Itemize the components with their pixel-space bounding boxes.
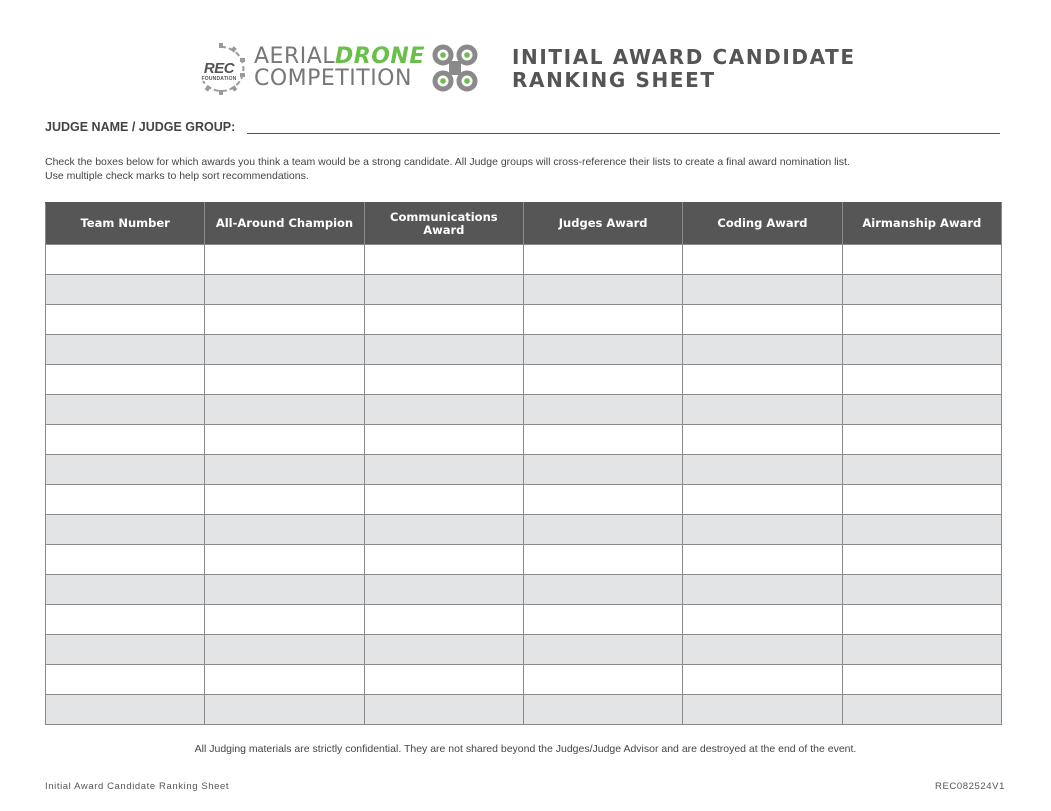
award-checkbox-cell[interactable] <box>364 515 523 545</box>
table-row <box>46 515 1002 545</box>
ranking-table <box>45 202 1002 725</box>
award-checkbox-cell[interactable] <box>205 485 364 515</box>
award-checkbox-cell[interactable] <box>842 515 1001 545</box>
award-checkbox-cell[interactable] <box>683 575 842 605</box>
award-checkbox-cell[interactable] <box>683 365 842 395</box>
award-checkbox-cell[interactable] <box>364 245 523 275</box>
judge-name-field <box>45 120 1000 136</box>
award-checkbox-cell[interactable] <box>364 455 523 485</box>
award-checkbox-cell[interactable] <box>523 485 682 515</box>
award-checkbox-cell[interactable] <box>842 485 1001 515</box>
award-checkbox-cell[interactable] <box>205 305 364 335</box>
award-checkbox-cell[interactable] <box>842 395 1001 425</box>
award-checkbox-cell[interactable] <box>683 665 842 695</box>
column-header-communications-award: Communications Award <box>364 203 523 245</box>
award-checkbox-cell[interactable] <box>683 455 842 485</box>
team-number-cell[interactable] <box>46 335 205 365</box>
award-checkbox-cell[interactable] <box>523 395 682 425</box>
award-checkbox-cell[interactable] <box>683 515 842 545</box>
judge-name-blank-line[interactable] <box>247 133 1000 134</box>
award-checkbox-cell[interactable] <box>205 635 364 665</box>
award-checkbox-cell[interactable] <box>364 545 523 575</box>
award-checkbox-cell[interactable] <box>842 695 1001 725</box>
award-checkbox-cell[interactable] <box>523 665 682 695</box>
confidentiality-note: All Judging materials are strictly confidential. They are not shared beyond the Judges/Judge Advisor and are destroyed at the end of the event. <box>194 743 857 755</box>
award-checkbox-cell[interactable] <box>683 605 842 635</box>
team-number-cell[interactable] <box>46 515 205 545</box>
award-checkbox-cell[interactable] <box>683 485 842 515</box>
team-number-cell[interactable] <box>46 635 205 665</box>
award-checkbox-cell[interactable] <box>205 245 364 275</box>
team-number-cell[interactable] <box>46 455 205 485</box>
award-checkbox-cell[interactable] <box>364 335 523 365</box>
team-number-cell[interactable] <box>46 485 205 515</box>
judge-name-label: JUDGE NAME / JUDGE GROUP: <box>45 120 236 134</box>
award-checkbox-cell[interactable] <box>842 635 1001 665</box>
award-checkbox-cell[interactable] <box>364 635 523 665</box>
award-checkbox-cell[interactable] <box>205 695 364 725</box>
instructions-line-2: Use multiple check marks to help sort recommendations. <box>45 170 309 182</box>
award-checkbox-cell[interactable] <box>523 305 682 335</box>
award-checkbox-cell[interactable] <box>523 425 682 455</box>
award-checkbox-cell[interactable] <box>364 575 523 605</box>
sheet-title-line-1: INITIAL AWARD CANDIDATE <box>512 45 856 69</box>
table-row <box>46 365 1002 395</box>
award-checkbox-cell[interactable] <box>205 275 364 305</box>
award-checkbox-cell[interactable] <box>683 425 842 455</box>
award-checkbox-cell[interactable] <box>364 665 523 695</box>
table-row <box>46 395 1002 425</box>
award-checkbox-cell[interactable] <box>205 455 364 485</box>
team-number-cell[interactable] <box>46 365 205 395</box>
award-checkbox-cell[interactable] <box>683 335 842 365</box>
column-header-judges-award: Judges Award <box>523 203 682 245</box>
team-number-cell[interactable] <box>46 305 205 335</box>
award-checkbox-cell[interactable] <box>523 605 682 635</box>
award-checkbox-cell[interactable] <box>683 545 842 575</box>
award-checkbox-cell[interactable] <box>364 395 523 425</box>
award-checkbox-cell[interactable] <box>205 395 364 425</box>
award-checkbox-cell[interactable] <box>842 275 1001 305</box>
award-checkbox-cell[interactable] <box>842 575 1001 605</box>
brand-competition: COMPETITION <box>254 66 412 91</box>
award-checkbox-cell[interactable] <box>364 485 523 515</box>
table-row <box>46 335 1002 365</box>
award-checkbox-cell[interactable] <box>842 305 1001 335</box>
team-number-cell[interactable] <box>46 425 205 455</box>
aerial-drone-competition-logo <box>196 40 486 100</box>
award-checkbox-cell[interactable] <box>364 365 523 395</box>
award-checkbox-cell[interactable] <box>842 455 1001 485</box>
column-header-all-around-champion: All-Around Champion <box>205 203 364 245</box>
award-checkbox-cell[interactable] <box>523 545 682 575</box>
drone-icon <box>432 44 478 92</box>
instructions <box>45 155 1005 183</box>
table-row <box>46 485 1002 515</box>
award-checkbox-cell[interactable] <box>205 605 364 635</box>
column-header-coding-award: Coding Award <box>683 203 842 245</box>
award-checkbox-cell[interactable] <box>523 515 682 545</box>
team-number-cell[interactable] <box>46 275 205 305</box>
award-checkbox-cell[interactable] <box>523 365 682 395</box>
column-header-team-number: Team Number <box>46 203 205 245</box>
award-checkbox-cell[interactable] <box>523 455 682 485</box>
column-header-airmanship-award: Airmanship Award <box>842 203 1001 245</box>
table-row <box>46 545 1002 575</box>
award-checkbox-cell[interactable] <box>523 245 682 275</box>
page-header <box>196 40 876 100</box>
table-row <box>46 245 1002 275</box>
award-checkbox-cell[interactable] <box>523 275 682 305</box>
award-checkbox-cell[interactable] <box>364 425 523 455</box>
table-row <box>46 275 1002 305</box>
table-row <box>46 305 1002 335</box>
team-number-cell[interactable] <box>46 395 205 425</box>
award-checkbox-cell[interactable] <box>842 665 1001 695</box>
award-checkbox-cell[interactable] <box>364 275 523 305</box>
award-checkbox-cell[interactable] <box>523 695 682 725</box>
award-checkbox-cell[interactable] <box>523 575 682 605</box>
rec-foundation-badge <box>196 43 246 95</box>
rec-badge-text: REC <box>203 60 235 77</box>
sheet-title-line-2: RANKING SHEET <box>512 68 716 92</box>
award-checkbox-cell[interactable] <box>683 245 842 275</box>
table-header-row <box>46 203 1002 245</box>
table-row <box>46 455 1002 485</box>
award-checkbox-cell[interactable] <box>842 245 1001 275</box>
award-checkbox-cell[interactable] <box>205 545 364 575</box>
brand-aerial: AERIAL <box>254 44 336 69</box>
award-checkbox-cell[interactable] <box>842 425 1001 455</box>
brand-drone: DRONE <box>335 44 425 69</box>
award-checkbox-cell[interactable] <box>205 335 364 365</box>
award-checkbox-cell[interactable] <box>205 365 364 395</box>
award-checkbox-cell[interactable] <box>523 335 682 365</box>
award-checkbox-cell[interactable] <box>364 695 523 725</box>
award-checkbox-cell[interactable] <box>683 395 842 425</box>
table-body <box>46 245 1002 725</box>
team-number-cell[interactable] <box>46 545 205 575</box>
award-checkbox-cell[interactable] <box>683 695 842 725</box>
instructions-line-1: Check the boxes below for which awards you think a team would be a strong candidate. All Judge groups will cross-reference their lists to create a final award nomination list. <box>45 156 850 168</box>
footer-document-code: REC082524V1 <box>935 781 1005 792</box>
footer-document-title: Initial Award Candidate Ranking Sheet <box>45 781 230 792</box>
award-checkbox-cell[interactable] <box>364 605 523 635</box>
award-checkbox-cell[interactable] <box>205 515 364 545</box>
award-checkbox-cell[interactable] <box>842 545 1001 575</box>
team-number-cell[interactable] <box>46 605 205 635</box>
table-row <box>46 695 1002 725</box>
award-checkbox-cell[interactable] <box>842 605 1001 635</box>
award-checkbox-cell[interactable] <box>205 665 364 695</box>
award-checkbox-cell[interactable] <box>205 575 364 605</box>
award-checkbox-cell[interactable] <box>523 635 682 665</box>
table-row <box>46 635 1002 665</box>
award-checkbox-cell[interactable] <box>683 275 842 305</box>
award-checkbox-cell[interactable] <box>205 425 364 455</box>
award-checkbox-cell[interactable] <box>683 305 842 335</box>
table-row <box>46 575 1002 605</box>
team-number-cell[interactable] <box>46 665 205 695</box>
table-row <box>46 605 1002 635</box>
team-number-cell[interactable] <box>46 245 205 275</box>
table-row <box>46 665 1002 695</box>
award-checkbox-cell[interactable] <box>683 635 842 665</box>
team-number-cell[interactable] <box>46 575 205 605</box>
sheet-title <box>512 46 856 92</box>
team-number-cell[interactable] <box>46 695 205 725</box>
award-checkbox-cell[interactable] <box>364 305 523 335</box>
rec-badge-subtext: FOUNDATION <box>201 76 237 82</box>
award-checkbox-cell[interactable] <box>842 365 1001 395</box>
table-row <box>46 425 1002 455</box>
award-checkbox-cell[interactable] <box>842 335 1001 365</box>
